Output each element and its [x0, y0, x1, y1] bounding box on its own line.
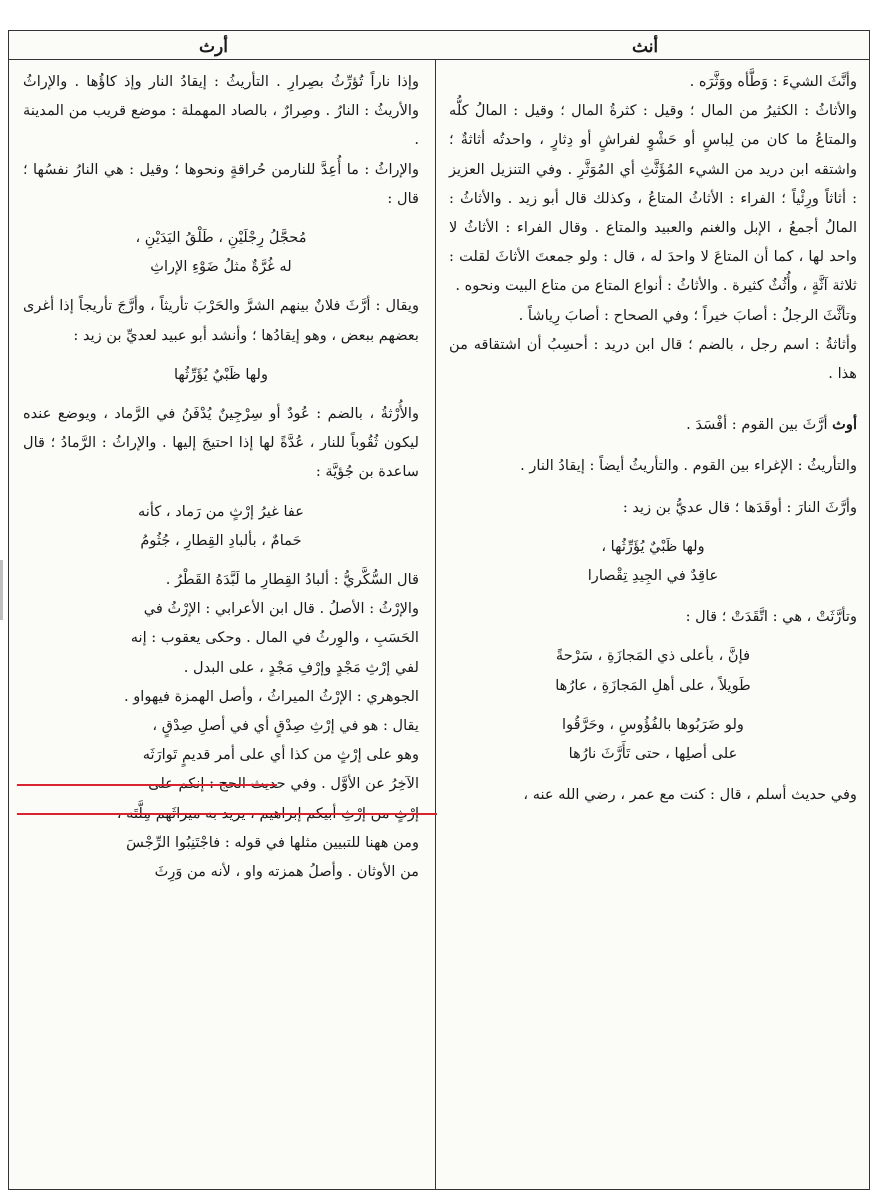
- paragraph: والأثاثُ : الكثيرُ من المال ؛ وقيل : كثرةُ المال ؛ وقيل : المالُ كلُّه والمتاعُ ما كان من لِباسٍ أو حَشْوٍ لفراشٍ أو دِثارٍ ، واحدتُه أثاثةٌ ؛ واشتقه ابن دريد من الشيء المُؤَثَّثِ أي المُوَثَّرِ . وفي التنزيل العزيز : أثاثاً ورِئْياً ؛ الفراء : الأثاثُ المتاعُ ، وكذلك قال أبو زيد . والأثاثُ : المالُ أجمعُ ، الإبل والغنم والعبيد والمتاع . وقال الفراء : الأثاثُ لا واحد لها ، كما أن المتاعَ لا واحدَ له ، قال : ولو جمعتَ الأثاثَ لقلت : ثلاثة آثَّةٍ ، وأُثُثٌ كثيرة . والأثاثُ : أنواع المتاع من متاع البيت ونحوه .: [449, 102, 857, 295]
- right-column: [449, 67, 857, 809]
- verse-line: فإنَّ ، بأعلى ذي المَجازَةِ ، سَرْحةً: [555, 647, 751, 665]
- verse-line: مُحجَّلُ رِجْلَيْنِ ، طَلْقُ اليَدَيْنِ ،: [135, 229, 307, 247]
- right-column-header: أنث: [632, 37, 659, 57]
- verse: [23, 223, 419, 281]
- verse-line: له غُرَّةٌ مثلُ ضَوْءِ الإراثِ: [150, 258, 292, 276]
- paragraph: ويقال : أرَّثَ فلانٌ بينهم الشرَّ والحَرْبَ تأريثاً ، وأرَّجَ تأريجاً إذا أغرى بعضهم ببعض ، وهو إيقادُها ؛ وأنشد أبو عبيد لعديِّ بن زيد :: [23, 297, 419, 344]
- text-line: الجوهري : الإرْثُ الميراثُ ، وأصل الهمزة فيهواو .: [123, 687, 419, 705]
- verse: [23, 360, 419, 389]
- text-line: لفي إرْثِ مَجْدٍ وإرْفِ مَجْدٍ ، على البدل .: [183, 658, 419, 676]
- entry-paragraph: [449, 410, 857, 439]
- paragraph: وأرَّثَ النارَ : أوقَدَها ؛ قال عديُّ بن زيد :: [622, 498, 857, 516]
- text-line: يقال : هو في إرْثِ صِدْقٍ أي في أصلِ صِدْقٍ ،: [152, 717, 419, 735]
- column-divider: [435, 59, 436, 1189]
- paragraph: وأنَّثَ الشيءَ : وَطَّأه ووَثَّرَه .: [689, 73, 857, 90]
- verse: [449, 532, 857, 590]
- verse: [449, 641, 857, 699]
- verse: [23, 497, 419, 555]
- red-underline: [17, 813, 437, 815]
- header-rule: [9, 59, 869, 60]
- highlighted-line: إرْثٍ من إرْثِ أبيكم إبراهيم ، يريد به ميراثَهم مِلَّتَه ،: [116, 804, 419, 822]
- paragraph: وإذا ناراً تُؤرِّثُ بصِرارِ . التأريثُ : إيقادُ النار وإذ كاؤُها . والإراثُ والأريثُ : النارُ . وصِرارٌ ، بالصاد المهملة : موضع قريب من المدينة .: [23, 73, 419, 149]
- verse-line: ولها ظَبْيٌ يُؤَرِّثُها: [173, 365, 268, 383]
- verse-line: على أصلِها ، حتى تَأَرَّثَ نارُها: [568, 745, 738, 763]
- verse-line: حَمامٌ ، بألبادِ القِطارِ ، جُثُومُ: [140, 531, 302, 549]
- left-column-header: أرث: [199, 37, 228, 57]
- left-column: [23, 67, 419, 886]
- paragraph: والإراثُ : ما أُعِدَّ للنارمن حُراقةٍ ونحوها ؛ وقيل : هي النارُ نفسُها ؛ قال :: [23, 160, 419, 207]
- paragraph: وتأثَّثَ الرجلُ : أصابَ خيراً ؛ وفي الصحاح : أصابَ رِياشاً .: [518, 306, 857, 324]
- entry-headword: أوث: [832, 416, 857, 434]
- paragraph: وأثاثةُ : اسم رجل ، بالضم ؛ قال ابن دريد : أحسِبُ أن اشتقاقه من هذا .: [449, 335, 857, 383]
- text-line: ومن ههنا للتبيين مثلها في قوله : فاجْتَنِبُوا الرِّجْسَ: [126, 833, 419, 851]
- text-line: قال السُّكَّريُّ : ألبادُ القِطارِ ما لَبَّدَهُ القَطْرُ .: [165, 571, 419, 589]
- verse-line: عاقِدٌ في الجِيدِ تِقْصارا: [587, 567, 719, 585]
- dictionary-page: [8, 30, 870, 1190]
- paragraph: والتأريثُ : الإغراء بين القوم . والتأريثُ أيضاً : إيقادُ النار .: [520, 457, 857, 475]
- text-line: والإرْثُ : الأصلُ . قال ابن الأعرابي : الإرْثُ في: [143, 600, 419, 618]
- red-underline: [17, 784, 277, 786]
- highlighted-line: الآخِرُ عن الأوَّل . وفي حديث الحج : إنكم على: [148, 775, 419, 793]
- verse-line: طَويلاً ، على أهلِ المَجازَةِ ، عارُها: [555, 676, 751, 694]
- paragraph: والأُرْثةُ ، بالضم : عُودٌ أو سِرْجِينٌ يُدْفَنُ في الرَّماد ، ويوضع عنده ليكون ثُقُوباً للنار ، عُدَّةً لها إذا احتيجَ إليها . والإراثُ : الرَّمادُ ؛ قال ساعدة بن جُؤيَّة :: [23, 405, 419, 481]
- entry-definition: أرَّثَ بين القوم : أفْسَدَ .: [686, 416, 828, 434]
- verse: [449, 710, 857, 768]
- text-line: وهو على إرْثٍ من كذا أي على أمر قديمٍ تَوارَثَه: [142, 746, 419, 764]
- verse-line: عفا غيرُ إرْثٍ من رَماد ، كأنه: [137, 502, 305, 520]
- verse-line: ولو ضَرَبُوها بالفُؤُوسِ ، وحَرَّقُوا: [562, 715, 744, 733]
- text-line: الحَسَبِ ، والوِرثُ في المال . وحكى يعقوب : إنه: [130, 629, 419, 647]
- verse-line: ولها ظَبْيٌ يُؤَرِّثُها ،: [601, 537, 705, 555]
- paragraph: وتأرَّثَتْ ، هي : اتَّقَدَتْ ؛ قال :: [685, 608, 857, 626]
- scan-edge-mark: [0, 560, 3, 620]
- text-line: من الأوثان . وأصلُ همزته واو ، لأنه من وَرِثَ: [154, 863, 419, 881]
- paragraph: وفي حديث أسلم ، قال : كنت مع عمر ، رضي الله عنه ،: [523, 786, 857, 804]
